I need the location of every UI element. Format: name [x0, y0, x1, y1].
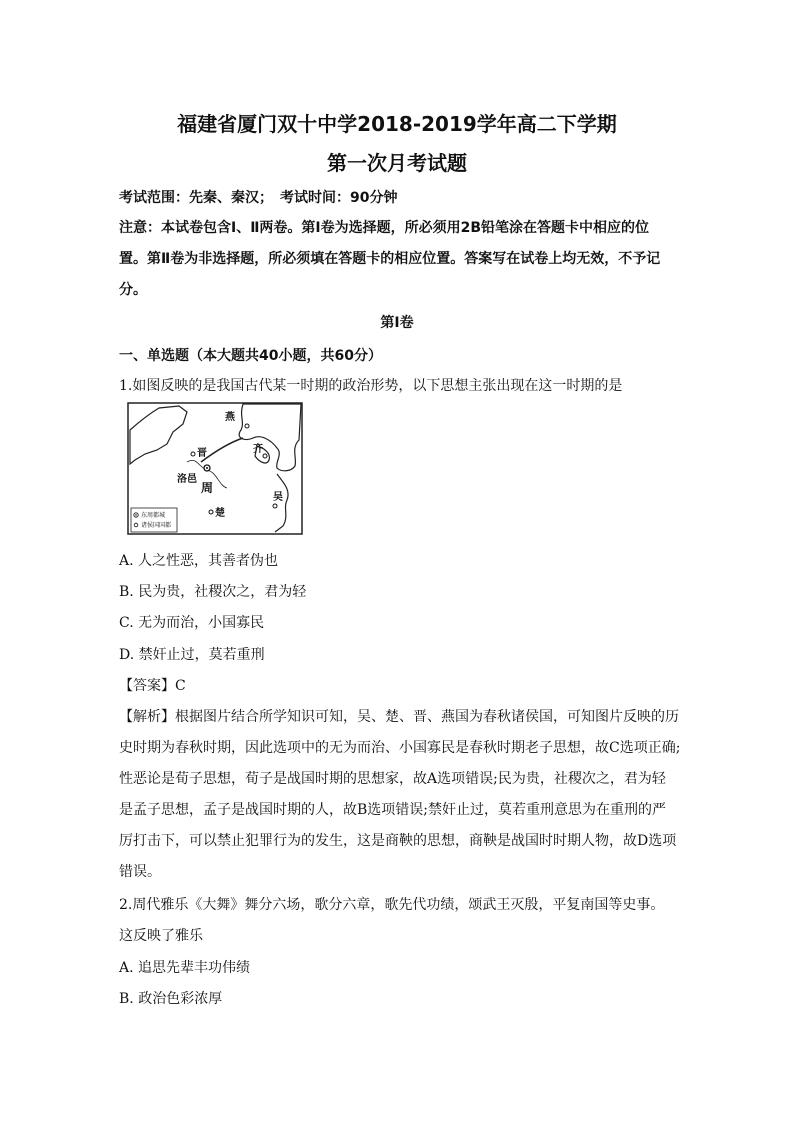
question-2-option-a: A. 追思先辈丰功伟绩	[119, 960, 251, 976]
question-1-stem: 1.如图反映的是我国古代某一时期的政治形势，以下思想主张出现在这一时期的是	[119, 378, 623, 394]
map-label-jin: 晋	[197, 448, 207, 459]
map-state-marker-yan	[245, 424, 249, 428]
exam-scope: 考试范围：先秦、秦汉； 考试时间：90分钟	[119, 190, 398, 206]
question-1-analysis-line: 是孟子思想，孟子是战国时期的人，故B选项错误;禁奸止过，莫若重刑意思为在重刑的严	[119, 802, 667, 818]
spring-autumn-map	[127, 402, 303, 535]
map-state-marker-qi	[263, 454, 267, 458]
map-label-chu: 楚	[215, 508, 225, 519]
question-1-analysis-line: 【解析】根据图片结合所学知识可知，吴、楚、晋、燕国为春秋诸侯国，可知图片反映的历	[119, 709, 679, 725]
exam-note-line-1: 注意：本试卷包含Ⅰ、Ⅱ两卷。第Ⅰ卷为选择题，所必须用2B铅笔涂在答题卡中相应的位	[119, 220, 650, 236]
map-label-zhou: 周	[201, 481, 214, 495]
map-label-qi: 齐	[253, 444, 263, 455]
question-1-analysis-line: 厉打击下，可以禁止犯罪行为的发生，这是商鞅的思想，商鞅是战国时时期人物，故D选项	[119, 833, 677, 849]
question-1-option-d: D. 禁奸止过，莫若重刑	[119, 647, 265, 663]
map-label-wu: 吴	[273, 492, 283, 503]
section-title: 一、单选题（本大题共40小题，共60分）	[119, 348, 382, 364]
exam-note-line-3: 分。	[119, 282, 147, 298]
question-2-stem-line-2: 这反映了雅乐	[119, 928, 203, 944]
question-1-answer: 【答案】C	[119, 678, 186, 694]
question-1-analysis-line: 性恶论是荀子思想，荀子是战国时期的思想家，故A选项错误;民为贵，社稷次之，君为轻	[119, 771, 666, 787]
map-label-yan: 燕	[225, 412, 235, 423]
map-state-marker-chu	[209, 510, 213, 514]
map-label-luoyi: 洛邑	[177, 474, 197, 485]
map-state-marker-jin	[191, 452, 195, 456]
question-1-option-a: A. 人之性恶，其善者伪也	[119, 553, 279, 569]
legend-state-label: 诸侯国国都	[141, 522, 172, 529]
legend-state-icon	[134, 523, 138, 527]
question-2-stem-line-1: 2.周代雅乐《大舞》舞分六场，歌分六章，歌先代功绩，颂武王灭殷，平复南国等史事。	[119, 897, 665, 913]
question-1-analysis-line: 错误。	[119, 864, 161, 880]
map-state-marker-wu	[273, 504, 277, 508]
legend-capital-label: 东周都城	[141, 512, 166, 519]
exam-title: 福建省厦门双十中学2018-2019学年高二下学期	[177, 112, 617, 136]
volume-title: 第Ⅰ卷	[380, 315, 414, 331]
exam-subtitle: 第一次月考试题	[327, 151, 467, 175]
question-1-analysis-line: 史时期为春秋时期，因此选项中的无为而治、小国寡民是春秋时期老子思想，故C选项正确;	[119, 740, 681, 756]
question-2-option-b: B. 政治色彩浓厚	[119, 991, 223, 1007]
question-1-option-b: B. 民为贵，社稷次之，君为轻	[119, 584, 307, 600]
question-1-option-c: C. 无为而治，小国寡民	[119, 615, 265, 631]
exam-note-line-2: 置。第Ⅱ卷为非选择题，所必须填在答题卡的相应位置。答案写在试卷上均无效，不予记	[119, 251, 661, 267]
